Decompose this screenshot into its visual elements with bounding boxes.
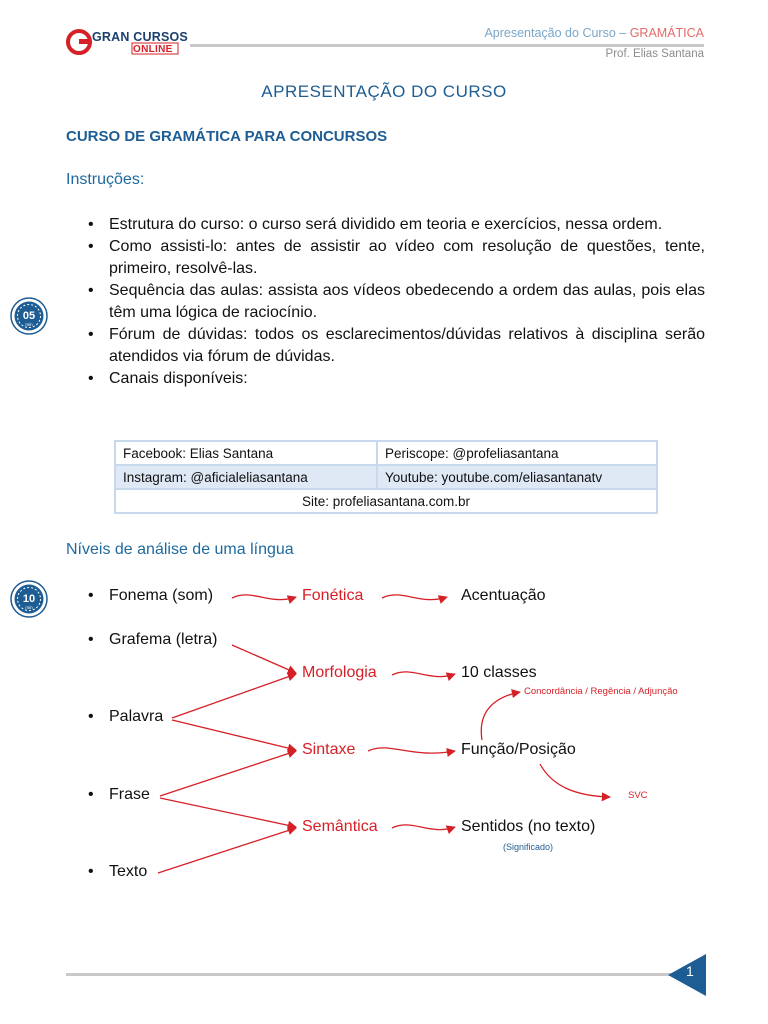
- table-row: [115, 465, 657, 489]
- area-semantica: Semântica: [302, 818, 378, 835]
- unit-label: Grafema (letra): [109, 631, 218, 648]
- unit-label: Frase: [109, 786, 150, 803]
- arrow-sintaxe-funcao: [368, 748, 455, 753]
- header-divider: [190, 44, 704, 47]
- result-classes: 10 classes: [461, 664, 537, 681]
- header-title-prefix: Apresentação do Curso –: [484, 26, 630, 40]
- instructions-list: [88, 214, 705, 390]
- arrow-fonetica-acentuacao: [382, 595, 447, 600]
- result-acentuacao: Acentuação: [461, 587, 546, 604]
- arrow-fonema-fonetica: [232, 595, 296, 600]
- channel-site: Site: profeliasantana.com.br: [115, 489, 657, 513]
- arrow-funcao-svc: [540, 764, 610, 797]
- unit-grafema: • Grafema (letra): [88, 631, 218, 648]
- footer-divider: [66, 973, 672, 976]
- arrow-frase-sintaxe: [160, 751, 296, 796]
- note-significado: (Significado): [503, 842, 554, 852]
- channel-periscope: Periscope: @profeliasantana: [377, 441, 657, 465]
- list-item: • Canais disponíveis:: [88, 368, 705, 390]
- page-number: 1: [686, 963, 694, 979]
- header-title-subject: GRAMÁTICA: [629, 26, 704, 40]
- arrow-funcao-concordancia: [481, 692, 520, 740]
- arrow-palavra-morfologia: [172, 674, 296, 718]
- arrow-palavra-sintaxe: [172, 720, 296, 750]
- unit-label: Fonema (som): [109, 587, 214, 604]
- unit-label: Palavra: [109, 708, 164, 725]
- channel-instagram: Instagram: @aficialeliasantana: [115, 465, 377, 489]
- table-row: [115, 489, 657, 513]
- list-item: • Como assisti-lo: antes de assistir ao vídeo com resolução de questões, tente, primeiro, resolvê-las.: [88, 236, 705, 280]
- unit-label: Texto: [109, 863, 148, 880]
- timer-10-icon: [10, 580, 48, 618]
- unit-fonema: • Fonema (som): [88, 587, 214, 604]
- list-item: • Fórum de dúvidas: todos os esclarecimentos/dúvidas relativos à disciplina serão atendidos via fórum de dúvidas.: [88, 324, 705, 368]
- channel-facebook: Facebook: Elias Santana: [115, 441, 377, 465]
- course-title: CURSO DE GRAMÁTICA PARA CONCURSOS: [66, 128, 388, 145]
- arrow-semantica-sentidos: [392, 825, 455, 830]
- logo-secondary-text: ONLINE: [133, 44, 173, 55]
- arrow-texto-semantica: [158, 828, 296, 873]
- channels-table: [114, 440, 658, 514]
- arrow-grafema-morfologia: [232, 645, 296, 673]
- list-item: • Estrutura do curso: o curso será dividido em teoria e exercícios, nessa ordem.: [88, 214, 705, 236]
- instructions-heading: Instruções:: [66, 171, 145, 188]
- unit-palavra: • Palavra: [88, 708, 164, 725]
- timer-10-unit: min: [25, 605, 33, 610]
- table-row: [115, 441, 657, 465]
- area-sintaxe: Sintaxe: [302, 741, 356, 758]
- unit-texto: • Texto: [88, 863, 148, 880]
- result-funcao: Função/Posição: [461, 741, 576, 758]
- area-morfologia: Morfologia: [302, 664, 377, 681]
- arrow-frase-semantica: [160, 798, 296, 827]
- unit-frase: • Frase: [88, 786, 150, 803]
- levels-heading: Níveis de análise de uma língua: [66, 541, 294, 558]
- timer-10-value: 10: [22, 593, 36, 605]
- note-concordancia: Concordância / Regência / Adjunção: [524, 686, 678, 697]
- list-item: • Sequência das aulas: assista aos vídeos obedecendo a ordem das aulas, pois elas têm uma lógica de raciocínio.: [88, 280, 705, 324]
- page-title: APRESENTAÇÃO DO CURSO: [261, 82, 507, 101]
- logo-primary-text: GRAN CURSOS: [92, 30, 188, 44]
- header-professor: Prof. Elias Santana: [605, 48, 704, 60]
- arrow-morfologia-classes: [392, 672, 455, 677]
- timer-05-value: 05: [22, 310, 36, 322]
- result-sentidos: Sentidos (no texto): [461, 818, 596, 835]
- timer-05-icon: [10, 297, 48, 335]
- channel-youtube: Youtube: youtube.com/eliasantanatv: [377, 465, 657, 489]
- header-title: [484, 26, 704, 40]
- note-svc: SVC: [628, 790, 648, 801]
- timer-05-unit: min: [25, 322, 33, 327]
- area-fonetica: Fonética: [302, 587, 364, 604]
